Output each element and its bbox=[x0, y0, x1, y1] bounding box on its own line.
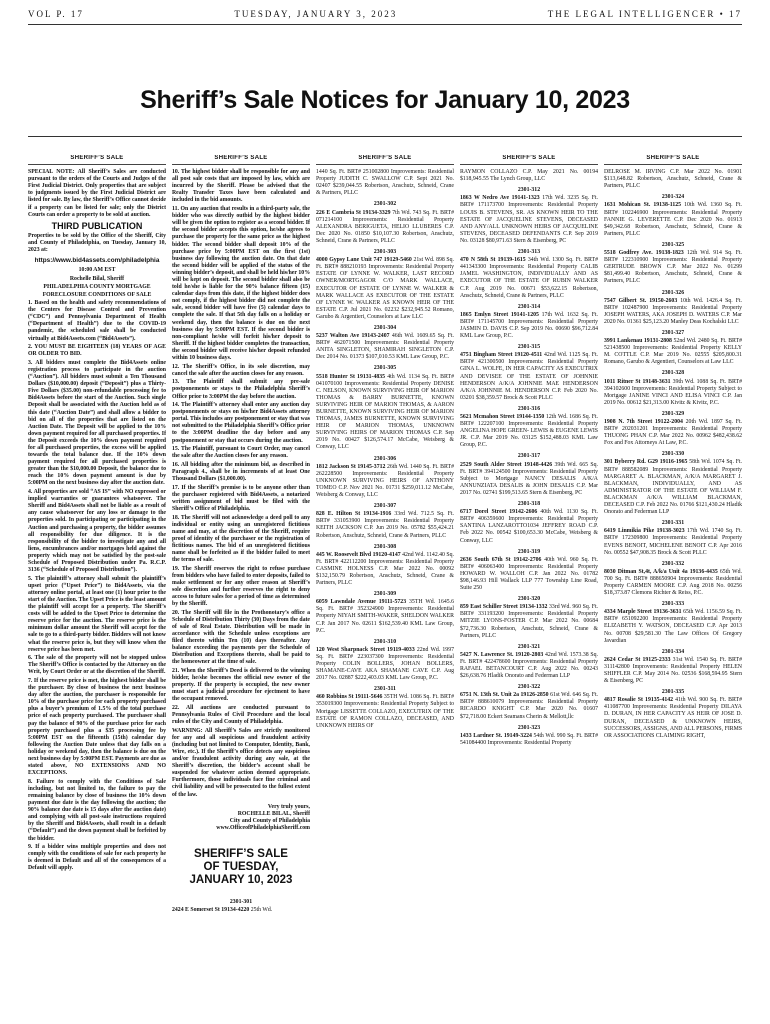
listing-body bbox=[460, 692, 598, 720]
auction-url[interactable]: https://www.bid4assets.com/philadelphia bbox=[34, 257, 160, 265]
listing-entries bbox=[460, 169, 598, 747]
listing-entry bbox=[460, 249, 598, 300]
signature-site[interactable]: www.OfficeofPhiladelphiaSheriff.com bbox=[216, 824, 310, 831]
listing-body bbox=[604, 338, 742, 366]
listing-entry bbox=[460, 501, 598, 545]
listing-address: 859 East Schiller Street 19134-1332 bbox=[460, 604, 548, 611]
listing-number: 2301-306 bbox=[373, 455, 397, 462]
listing-address: 6751 N. 13th St. Unit 2a 19126-2850 bbox=[460, 692, 549, 699]
listing-details: 12th Wd. 1686 Sq. Ft. BRT# 122207100 Improvements: Residential Property ANGELINA HOPE GREEN- LEWIS & EUGENE LEWIS JR. C.P. Mar 2019 No. 03125 $152,488.03 KML Law Group, P.C. bbox=[460, 414, 598, 449]
listing-entry bbox=[460, 169, 598, 183]
listing-number: 2301-331 bbox=[661, 520, 685, 527]
listing-details: 42nd Wd. 1142.40 Sq. Ft. BRT# 422112200 Improvements: Residential Property CASMINE HOLNESS C.P. Mar 2022 No. 00092 $132,150.79 Robertson, Anschutz, Schneid, Crane & Partners, PLLC bbox=[316, 551, 454, 587]
listing-details: 25th Wd. bbox=[250, 907, 273, 914]
listing-body bbox=[460, 604, 598, 639]
listing-address: 1812 Jackson St 19145-3712 bbox=[316, 463, 386, 470]
listing-address: 5237 Walton Ave 19143-2407 bbox=[316, 333, 390, 340]
condition-paragraph: 16. All bidding after the minimum bid, as described in Paragraph 4., shall be in increments of at least One Thousand Dollars ($1,000.00). bbox=[172, 461, 310, 483]
listing-body bbox=[604, 528, 742, 556]
publication-name: THE LEGAL INTELLIGENCER • 17 bbox=[547, 9, 742, 19]
listing-entry bbox=[316, 249, 454, 321]
listing-entry bbox=[604, 194, 742, 238]
listing-address: 5518 Godfrey Ave. 19138-1823 bbox=[604, 250, 684, 257]
listing-number: 2301-328 bbox=[661, 370, 685, 377]
special-note: SPECIAL NOTE: All Sheriff’s Sales are conducted pursuant to the orders of the Courts and Judges of the First Judicial District. Only properties that are subject to judgments issued by the First Judicial District are listed for sale. By law, the Sheriff’s Office cannot decide if a property can be listed for sale; only the District Courts can order a property to be sold at auction. bbox=[28, 169, 166, 218]
condition-paragraph: 18. The Sheriff will not acknowledge a deed poll to any individual or entity using an unregistered fictitious name and may, at the discretion of the Sheriff, require proof of identity of the purchaser or the registration of fictitious names. The bid of an unregistered fictitious name shall be forfeited as if the bidder failed to meet the terms of sale. bbox=[172, 514, 310, 564]
signature-office: City and County of Philadelphia bbox=[229, 817, 310, 824]
column-heading: SHERIFF’S SALE bbox=[316, 155, 454, 165]
condition-paragraph: 12. The Sheriff’s Office, in its sole discretion, may cancel the sale after the auction closes for any reason. bbox=[172, 363, 310, 377]
listing-address: 5518 Hunter St 19131-4835 bbox=[316, 373, 386, 380]
listing-address: 445 W. Roosevelt Blvd 19120-4147 bbox=[316, 551, 401, 558]
listing-number: 2301-324 bbox=[661, 194, 685, 201]
listing-number: 2301-311 bbox=[374, 686, 396, 693]
listing-address: 1908 N. 7th Street 19122-2004 bbox=[604, 419, 683, 425]
listing-number: 2301-304 bbox=[373, 324, 397, 331]
listing-body bbox=[460, 733, 598, 747]
listing-entry bbox=[604, 451, 742, 516]
condition-paragraph: 11. On any auction that results in a third-party sale, the bidder who was directly outbid by the highest bidder will be given the option to register as a second bidder. If the second bidder accepts this option, he/she agrees to purchase the property for the same price as the highest bidder. The second bidder shall deposit 10% of the purchase price by 5:00PM EST on the first (1st) business day following the auction date. On that date the second bidder will be applied of the status of the winning bidder’s deposit, and shall be held his/her 10% will be kept on deposit. The second bidder shall also be told he/she is liable for the 90% balance fifteen (15) calendar days from this date, if the highest bidder does not comply, if the highest bidder did not complete the sale, second bidder will have five (5) calendar days to complete the sale. If that 5th day falls on a holiday or weekend day, then the balance is due on the next business day by 5:00PM EST. If the second bidder is non-compliant he/she will forfeit his/her deposit to Sheriff. If the highest bidder completes the transaction, the second bidder will receive his/her deposit refunded within 10 business days. bbox=[172, 206, 310, 362]
listing-body bbox=[604, 459, 742, 516]
listing-details: 22nd Wd. 1997 Sq. Ft. BRT# 223037300 Improvements: Residential Property COLIN BOLLERS, JOHAN BOLLERS, SHAMANE-CAVE AKA SHAMANE CAVE C.P. Aug 2017 No. 02887 $222,403.03 KML Law Group, P.C. bbox=[316, 646, 454, 682]
listing-entry bbox=[460, 453, 598, 497]
listing-details: 10th Wd. 1426.4 Sq. Ft. BRT# 102487900 Improvements: Residential Property JOSEPH WATERS, AKA JOSEPH D. WATERS C.P. Mar 2020 No. 01361 $25,123.20 Manley Deas Kochalski LLC bbox=[604, 297, 742, 325]
column-3 bbox=[316, 155, 454, 1021]
column-1 bbox=[28, 155, 166, 1021]
listing-body bbox=[604, 419, 742, 447]
listing-details: 35TH Wd. 1645.6 Sq. Ft. BRT# 352324900 Improvements: Residential Property NIYAH SMITH-WAKER, SHELDON WALKER C.P. Jan 2017 No. 02611 $162,539.40 KML Law Group, P.C. bbox=[316, 599, 454, 634]
listing-address: 2636 South 67th St 19142-2706 bbox=[460, 556, 542, 563]
listing-address: 2424 E Somerset St 19134-4220 bbox=[172, 907, 250, 914]
listing-number: 2301-316 bbox=[517, 405, 541, 412]
page-header bbox=[28, 6, 742, 22]
listing-address: 1865 Emlyn Street 19141-1205 bbox=[460, 311, 539, 318]
title-rule bbox=[28, 136, 742, 137]
listing-details: 17th Wd. 1740 Sq. Ft. BRT# 172309800 Improvements: Residential Property EVENS BENOIT, MICHELENE BENOIT C.P. Apr 2016 No. 00552 $47,908.35 Brock & Scott PLLC bbox=[604, 528, 742, 556]
listing-entry bbox=[316, 456, 454, 500]
listing-number: 2301-333 bbox=[661, 601, 685, 608]
listing-address: 4751 Bingham Street 19120-4511 bbox=[460, 352, 543, 359]
volume-page: VOL P. 17 bbox=[28, 9, 84, 19]
listing-details: 58th Wd. 1074 Sq. Ft. BRT# 888582089 Improvements: Residential Property MARGARET A. BLACKMAN, A/K/A MARGARET J. BLACKMAN, INDIVIDUALLY, AND AS ADMINISTRATOR OF THE ESTATE OF WILLIAM F. BLACKMAN A/K/A WILLIAM BLACKMAN, DECEASED C.P. Feb 2022 No. 01766 $121,430.24 Hladik Onorato and Federman LLP bbox=[604, 459, 742, 516]
page-title: Sheriff’s Sale Notices for January 10, 2023 bbox=[140, 86, 630, 114]
condition-paragraph: 20. The Sheriff will file in the Prothonotary’s office a Schedule of Distribution Thirty (30) Days from the date of sale of Real Estate. Distribution will be made in accordance with the Schedule unless exceptions are filed thereto within Ten (10) days thereafter. Any balance exceeding the payments per the Schedule of Distribution and Exceptions thereto, shall be paid to the homeowner at the time of sale. bbox=[172, 609, 310, 666]
listing-address: 4817 Rosalie St 19135-4142 bbox=[604, 697, 674, 704]
listing-details: 33rd Wd. 712.5 Sq. Ft. BRT# 331053900 Improvements: Residential Property KEITH JACKSON C.P. Jun 2019 No. 05782 $55,424.21 Robertson, Anschutz, Schneid, Crane & Partners, PLLC bbox=[316, 511, 454, 539]
listing-address: 2624 Cedar St 19125-2333 bbox=[604, 656, 671, 663]
listing-entry bbox=[460, 304, 598, 340]
listing-entry bbox=[604, 330, 742, 366]
listing-details: 35TH Wd. 1086 Sq. Ft. BRT# 353019300 Improvements: Residential Property Subject to Mortgage LISSETTE COLLAZO, EXECUTRIX OF THE ESTATE OF RAMON COLLAZO, DECEASED, AND UNKNOWN HEIRS OF bbox=[316, 694, 454, 729]
listing-entry bbox=[460, 344, 598, 402]
listing-address: 8030 Ditman St,4t, A/k/a Unit 4a 19136-4435 bbox=[604, 568, 718, 575]
listing-entry bbox=[604, 601, 742, 645]
listing-details: 33rd Wd. 960 Sq. Ft. BRT# 331193200 Improvements: Residential Property MITZIE LYONS-FOSTER C.P. Mar 2022 No. 00684 $72,736.30 Robertson, Anschutz, Schneid, Crane & Partners, PLLC bbox=[460, 604, 598, 639]
listing-entry bbox=[460, 406, 598, 450]
listing-details: 17th Wd. 3235 Sq. Ft. BRT# 171173700 Improvements: Residential Property LOUIS B. STEVENS, SR. AS KNOWN HEIR TO THE ESTATE OF JACQUELINE STEVENS, DECEASED AND ANY/ALL UNKNOWN HEIRS OF JACQUELINE STEVENS, DECEASED DEFENDANTS C.P. Sep 2019 No. 03128 $80,971.63 Stern & Eisenberg, PC bbox=[460, 195, 598, 244]
listing-details: 61st Wd. 646 Sq. Ft. BRT# 888610079 Improvements: Residential Property RICARDO KNIGHT C.P. Mar 2020 No. 01607 $72,718.00 Eckert Seamans Cherin & Mellott,llc bbox=[460, 692, 598, 720]
listing-number: 2301-330 bbox=[661, 451, 685, 458]
listing-number: 2301-320 bbox=[517, 596, 541, 603]
listing-address: 828 E. Hilton St 19134-1916 bbox=[316, 511, 392, 518]
condition-paragraph: 1. Based on the health and safety recommendations of the Centers for Disease Control and Prevention (“CDC”) and Pennsylvania Department of Health (“Department of Health”) due to the COVID-19 pandemic, the scheduled sale shall be conducted virtually at Bid4Assets.com (“Bid4Assets”). bbox=[28, 300, 166, 342]
listing-details: 20th Wd. 1897 Sq. Ft. BRT# 202031201 Improvements: Residential Property THUONG PHAN C.P. Mar 2022 No. 00962 $482,438.62 Fox and Fox Attorneys At Law, P.C. bbox=[604, 419, 742, 447]
listing-address: 5427 N. Lawrence St. 19120-2803 bbox=[460, 651, 544, 658]
listing-address: 301 Byberry Rd. G29 19116-1965 bbox=[604, 459, 688, 466]
listing-entry bbox=[604, 290, 742, 326]
listing-body bbox=[316, 511, 454, 539]
listing-number: 2301-318 bbox=[517, 501, 541, 508]
signature-closing: Very truly yours, bbox=[267, 803, 310, 810]
listing-entry bbox=[316, 325, 454, 361]
listing-body bbox=[604, 657, 742, 685]
listing-entry bbox=[604, 689, 742, 740]
listing-number: 2301-332 bbox=[661, 560, 685, 567]
listing-address: 3991 Lankenau 19131-2808 bbox=[604, 338, 672, 345]
listing-entry bbox=[316, 503, 454, 539]
listing-entry bbox=[460, 644, 598, 680]
conditions-heading: PHILADELPHIA COUNTY MORTGAGE FORECLOSURE CONDITIONS OF SALE bbox=[42, 284, 152, 298]
listing-body bbox=[316, 374, 454, 452]
listing-details: 26th Wd. 1440 Sq. Ft. BRT# 262228500 Improvements: Residential Property UNKNOWN SURVIVING HEIRS OF ANTHONY TOMEO C.P. Nov 2021 No. 01731 $259,011.12 McCabe, Weisberg & Conway, LLC bbox=[316, 463, 454, 499]
listing-body bbox=[604, 609, 742, 644]
condition-paragraph: 15. The Plaintiff, pursuant to Court Order, may cancel the sale after the Auction closes for any reason. bbox=[172, 446, 310, 460]
listing-entry bbox=[316, 591, 454, 635]
listing-body bbox=[316, 210, 454, 245]
listing-number: 2301-327 bbox=[661, 329, 685, 336]
condition-paragraph: 4. All properties are sold “AS IS” with NO expressed or implied warranties or guarantees whatsoever. The Sheriff and Bid4Assets shall not be liable as a result of any cause whatsoever for any loss or damage to the properties sold. In participating or participating in the Auction and purchasing a property, the bidder assumes all responsibility for due diligence. It is the responsibility of the bidder to investigate any and all liens, encumbrances and/or mortgages held against the property which may not be satisfied by the post-sale Schedule of Proposed Distribution under Pa. R.C.P. 3136 (“Schedule of Proposed Distribution”). bbox=[28, 489, 166, 574]
listing-address: 120 West Sharpnack Street 19119-4033 bbox=[316, 646, 415, 653]
condition-paragraph: 9. If a bidder wins multiple properties and does not comply with the conditions of sale for each property he is deemed in Default and all of the consequences of a Default will apply. bbox=[28, 844, 166, 872]
listing-entry bbox=[460, 187, 598, 245]
listing-body bbox=[460, 652, 598, 680]
listing-entry bbox=[316, 544, 454, 588]
listing-entries bbox=[172, 899, 310, 914]
listing-entry bbox=[316, 686, 454, 730]
listing-number: 2301-309 bbox=[373, 591, 397, 598]
listing-number: 2301-305 bbox=[373, 365, 397, 372]
column-heading: SHERIFF’S SALE bbox=[28, 155, 166, 165]
listing-address: 6717 Dorel Street 19142-2606 bbox=[460, 509, 538, 516]
listing-number: 2301-307 bbox=[373, 503, 397, 510]
listing-body bbox=[604, 298, 742, 326]
condition-paragraph: 6. The sale of the property will not be stopped unless The Sheriff’s Office is contacted by the Attorney on the Writ, by Court Order or at the discretion of the Sheriff. bbox=[28, 655, 166, 676]
listing-number: 2301-325 bbox=[661, 241, 685, 248]
sale-date-banner bbox=[172, 848, 310, 887]
listing-details: 65th Wd. 1156.59 Sq. Ft. BRT# 651092200 Improvements: Residential Property ELIZABETH Y. WATSON, DECEASED C.P. Apr 2013 No. 00708 $29,581.30 The Law Offices Of Gregory Javardian bbox=[604, 609, 742, 644]
listing-details: 39th Wd. 665 Sq. Ft. BRT# 394124500 Improvements: Residential Property Subject to Mortgage NANCY DESALIS A/K/A ANNUNZIATA DESALIS & JOHN DESALIS C.P. Mar 2017 No. 02741 $199,513.65 Stern & Eisenberg, PC bbox=[460, 461, 598, 496]
listing-body bbox=[460, 195, 598, 245]
listing-number: 2301-301 bbox=[229, 899, 253, 906]
condition-paragraph: 22. All auctions are conducted pursuant to Pennsylvania Rules of Civil Procedure and the local rules of the City and County of Philadelphia. bbox=[172, 704, 310, 726]
listing-details: 46th Wd. 1609.65 Sq. Ft. BRT# 462071500 Improvements: Residential Property ANITA SINGLETON, SHAMIRAH SINGLETON C.P. Dec 2014 No. 01373 $107,010.53 KML Law Group, P.C. bbox=[316, 333, 454, 361]
listing-body bbox=[604, 697, 742, 740]
listing-entry bbox=[460, 725, 598, 747]
listing-body bbox=[316, 169, 454, 197]
listing-entry bbox=[604, 370, 742, 406]
listing-body bbox=[172, 907, 310, 914]
column-2 bbox=[172, 155, 310, 1021]
banner-line: OF TUESDAY, bbox=[203, 861, 279, 874]
listing-details: 39th Wd. 1088 Sq. Ft. BRT# 394102600 Improvements: Residential Property Subject to Mortgage JANINE VINCI AND ELISA VINCI C.P. Jan 2019 No. 00612 $21,313.00 Kivitz & Kivitz, P.C. bbox=[604, 378, 742, 406]
listing-address: 1631 Mohican St. 19138-1125 bbox=[604, 202, 682, 209]
listing-details: 54th Wd. 990 Sq. Ft. BRT# 541084400 Improvements: Residential Property bbox=[460, 732, 598, 746]
listing-details: 4th Wd. 1134 Sq. Ft. BRT# 041070100 Improvements: Residential Property DENISE C. NELSON, KNOWN SURVIVING HEIR OF MARION THOMAS & BARRY BURNETTE, KNOWN SURVIVING HEIR OF MARION THOMAS, & AARON BURNETTE, KNOWN SURVIVING HEIR OF MARION THOMAS, JAMES BURNETTE, KNOWN SURVIVING HEIR OF MARION THOMAS, UNKNOWN SURVIVING HEIRS OF MARION THOMAS C.P. Sep 2019 No. 00427 $126,574.17 McCabe, Weisberg & Conway, LLC bbox=[316, 373, 454, 451]
column-heading: SHERIFF’S SALE bbox=[172, 155, 310, 165]
listing-body bbox=[604, 379, 742, 407]
listing-body bbox=[316, 694, 454, 729]
listing-number: 2301-314 bbox=[517, 303, 541, 310]
condition-paragraph: 10. The highest bidder shall be responsible for any and all post sale costs that are imposed by law, which are incurred by the Sheriff. Please be advised that the Realty Transfer Taxes have been calculated and included in the bid amounts. bbox=[172, 169, 310, 204]
listing-details: 34th Wd. 1300 Sq. Ft. BRT# 441343300 Improvements: Residential Property CALIB JAMEL WASHINGTON, INDIVIDUALLY AND AS EXECUTOR OF THE ESTATE OF RUBIN WALKER C.P. Aug 2019 No. 00671 $53,622.15 Robertson, Anschutz, Schneid, Crane & Partners, PLLC bbox=[460, 257, 598, 299]
listing-body bbox=[460, 257, 598, 300]
listing-entry bbox=[316, 365, 454, 451]
listing-address: 7547 Gilbert St. 19150-2603 bbox=[604, 297, 678, 304]
listing-number: 2301-326 bbox=[661, 289, 685, 296]
listing-address: 1011 Ritner St 19148-3631 bbox=[604, 378, 671, 385]
listing-body bbox=[460, 509, 598, 544]
conditions-list bbox=[28, 300, 166, 872]
listing-address: 1433 Lardner St. 19149-3224 bbox=[460, 732, 532, 739]
listing-entry bbox=[604, 561, 742, 597]
listing-details: 41th Wd. 900 Sq. Ft. BRT# 411087700 Improvements: Residential Property DILAYA D. DURAN, IN HER CAPACITY AS HEIR OF JOSE D. DURAN, DECEASED & UNKNOWN HEIRS, SUCCESSORS, ASSIGNS, AND ALL PERSONS, FIRMS OR ASSOCIATIONS CLAIMING RIGHT, bbox=[604, 697, 742, 739]
listing-entry bbox=[460, 549, 598, 593]
condition-paragraph: 17. If the Sheriff’s premise is to be anyone other than the purchaser registered with Bid4Assets, a notarized written assignment of bid must be filed with the Sheriff’s Office of Philadelphia. bbox=[172, 484, 310, 512]
banner-line: JANUARY 10, 2023 bbox=[189, 874, 293, 887]
listing-body bbox=[316, 333, 454, 361]
listing-number: 2301-335 bbox=[661, 689, 685, 696]
listing-body bbox=[316, 647, 454, 682]
listing-details: 17th Wd. 1632 Sq. Ft. BRT# 171145700 Improvements: Residential Property JASMIN D. DAVIS C.P. Sep 2019 No. 00690 $96,712.84 KML Law Group, P.C. bbox=[460, 311, 598, 340]
listing-entries bbox=[604, 169, 742, 740]
listing-entry bbox=[316, 169, 454, 197]
column-heading: SHERIFF’S SALE bbox=[460, 155, 598, 165]
condition-paragraph: 13. The Plaintiff shall submit any pre-sale postponements or stays to the Philadelphia Sheriff’s Office prior to 3:00PM the day before the auction. bbox=[172, 379, 310, 400]
signature-name: ROCHELLE BILAL, Sheriff bbox=[237, 810, 310, 817]
listing-details: RAYMON COLLAZO C.P. May 2021 No. 00194 $118,945.55 The Lynch Group, LLC bbox=[460, 169, 598, 183]
listing-entry bbox=[604, 649, 742, 685]
condition-paragraph: 7. If the reserve price is met, the highest bidder shall be the purchaser. By close of business the next business day after the auction, the purchaser is responsible for 10% of the purchase price for each property purchased plus a buyer’s premium of 1.5% of the total purchase price of each property purchased. The purchaser shall pay the balance of 90% of the purchase price for each property purchased plus a $35 processing fee by 5:00PM EST on the fifteenth (15th) calendar day following the Auction Date unless that day falls on a holiday or weekend day, then the balance is due on the next business day by 5:00PM EST. Payments are due as stated above, NO EXTENSIONS AND NO EXCEPTIONS. bbox=[28, 677, 166, 777]
listing-details: DELROSE M. IRVING C.P. Mar 2022 No. 01901 $113,648.82 Robertson, Anschutz, Schneid, Crane & Partners, PLLC bbox=[604, 169, 742, 190]
listing-details: 42nd Wd. 1573.38 Sq. Ft. BRT# 422478600 Improvements: Residential Property RAFAEL BETANCOURT C.P. Aug 2022 No. 00243 $26,638.76 Hladik Onorato and Federman LLP bbox=[460, 651, 598, 680]
listing-details: 1440 Sq. Ft. BRT# 251002800 Improvements: Residential Property JUDITH C. SWALLOW C.P. Sept 2021 No. 02407 $239,044.55 Robertson, Anschutz, Schneid, Crane & Partners, PLLC bbox=[316, 169, 454, 197]
listing-body bbox=[316, 464, 454, 499]
listing-details: 42nd Wd. 1125 Sq. Ft. BRT# 421300500 Improvements: Residential Property GINA L. WOLFE, IN HER CAPACITY AS EXECUTRIX AND DEVISEE OF THE ESTATE OF JOHNNIE HENDERSON A/K/A JOHNNIE MAE HENDERSON A/K/A JOHNNIE M. HENDERSON C.P. Feb 2020 No. 03201 $38,359.57 Brock & Scott PLLC bbox=[460, 352, 598, 401]
listing-body bbox=[460, 462, 598, 497]
listing-body bbox=[604, 169, 742, 190]
listing-number: 2301-322 bbox=[517, 684, 541, 691]
listing-number: 2301-303 bbox=[373, 249, 397, 256]
listing-entry bbox=[604, 411, 742, 447]
listing-details: 7th Wd. 743 Sq. Ft. BRT# 071214100 Improvements: Residential Property ALEXANDRA BERIGUETA, HELIO LLUBERES C.P. Dec 2020 No. 01850 $10,107.30 Robertson, Anschutz, Schneid, Crane & Partners, PLLC bbox=[316, 209, 454, 244]
listing-details: 40th Wd. 960 Sq. Ft. BRT# 406063400 Improvements: Residential Property HOWARD W. WALLOH C.P. Jan 2022 No. 01782 $98,146.93 Hill Wallack LLP 777 Township Line Road, Suite 250 bbox=[460, 556, 598, 592]
listing-body bbox=[604, 569, 742, 597]
listing-number: 2301-317 bbox=[517, 453, 541, 460]
auction-time: 10:00 AM EST bbox=[78, 267, 116, 274]
listing-number: 2301-334 bbox=[661, 648, 685, 655]
header-rule bbox=[28, 24, 742, 25]
listing-number: 2301-308 bbox=[373, 543, 397, 550]
listing-body bbox=[604, 202, 742, 237]
listing-details: 21st Wd. 898 Sq. Ft. BRT# 888210193 Improvements: Residential Property ESTATE OF LYNNE W. WALKER, LAST RECORD OWNER/MORTGAGOR C/O MARK WALLACE, EXECUTOR OF ESTATE OF LYNNE W. WALKER & MARK WALLACE AS EXECUTOR OF THE ESTATE OF LYNNE W. WALKER AS KNOWN HEIR OF THE ESTATE C.P. Jul 2021 No. 02232 $232,945.52 Romano, Garubo & Argentieri, Counselors at Law LLC bbox=[316, 257, 454, 320]
condition-paragraph: 21. When the Sheriff’s Deed is delivered to the winning bidder, he/she becomes the official new owner of the property. If the property is occupied, the new owner must start a judicial procedure for ejectment to have the occupant removed. bbox=[172, 667, 310, 703]
listing-entry bbox=[316, 201, 454, 245]
listing-body bbox=[316, 257, 454, 321]
listing-entry bbox=[172, 899, 310, 914]
publication-text: Properties to be sold by the Office of the Sheriff, City and County of Philadelphia, on Tuesday, January 10, 2023 at: bbox=[28, 232, 166, 254]
condition-paragraph: WARNING: All Sheriff’s Sales are strictly monitored for any and all suspicious and fraudulent activity (including but not limited to Computer, Identity, Bank, Wire, etc.). If the Sheriff’s office detects any suspicious and/or fraudulent activity during any sale, at the Sheriff’s discretion, the bidder’s account shall be suspended for whatever action deemed appropriate. Furthermore, those individuals face fine criminal and civil liability and will be prosecuted to the fullest extent of the law. bbox=[172, 727, 310, 798]
listing-body bbox=[316, 599, 454, 634]
listing-entry bbox=[604, 520, 742, 556]
listing-body bbox=[460, 169, 598, 183]
listing-details: 31st Wd. 1540 Sq. Ft. BRT# 311142800 Improvements: Residential Property HELEN SHIFFLER C.P. May 2014 No. 02536 $168,594.95 Stern & Eisenberg, PC bbox=[604, 656, 742, 685]
listing-number: 2301-313 bbox=[517, 249, 541, 256]
listing-body bbox=[460, 312, 598, 340]
listing-address: 1863 W Nedro Ave 19141-1323 bbox=[460, 195, 540, 202]
listing-body bbox=[604, 250, 742, 285]
listing-body bbox=[460, 414, 598, 449]
listing-address: 470 N 58th St 19139-1615 bbox=[460, 257, 526, 264]
column-5 bbox=[604, 155, 742, 1021]
listing-address: 226 E Cambria St 19134-3329 bbox=[316, 209, 391, 216]
listing-address: 4334 Marple Street 19136-3631 bbox=[604, 609, 682, 616]
listing-entries bbox=[316, 169, 454, 730]
listing-address: 4000 Gypsy Lane Unit 747 19129-5460 bbox=[316, 257, 412, 264]
listing-address: 6059 Lawndale Avenue 19111-5723 bbox=[316, 599, 407, 606]
signature-block bbox=[172, 804, 310, 832]
sheriff-name: Rochelle Bilal, Sheriff bbox=[69, 275, 125, 282]
listing-body bbox=[460, 352, 598, 402]
condition-paragraph: 3. All bidders must complete the Bid4Assets online registration process to participate in the auction (“Auction”). All bidders must submit a Ten Thousand Dollars ($10,000.00) deposit (“Deposit”) plus a Thirty-Five Dollars ($35.00) non-refundable processing fee to Bid4Assets before the start of the Auction. Such single Deposit shall be associated with the Auction held as of this date (“Auction Date”) and shall allow a bidder to bid on all of the properties that are listed on the Auction Date. The Deposit will be applied to the 10% down payment required for all purchased properties. If the Deposit exceeds the 10% down payment required for all purchased properties, the excess will be applied towards the total balance due. If the 10% down payment required for all purchased properties is greater than the $10,000.00 Deposit, the balance due to reach the 10% down payment amount is due by 5:00PM on the next business day after the auction date. bbox=[28, 359, 166, 487]
listing-number: 2301-321 bbox=[517, 643, 541, 650]
listing-address: 6419 Linmikia Pike 19138-3023 bbox=[604, 528, 685, 535]
condition-paragraph: 2. YOU MUST BE EIGHTEEN (18) YEARS OF AGE OR OLDER TO BID. bbox=[28, 344, 166, 358]
condition-paragraph: 8. Failure to comply with the Conditions of Sale including, but not limited to, the failure to pay the remaining balance by close of business the 10% down payment due date is the day following the auction; the 90% balance due date is 15 days after the auction date) and complying with all post-sale instructions required by the Sheriff and Bid4Assets, shall result in a default (“Default”) and the down payment shall be forfeited by the bidder. bbox=[28, 778, 166, 842]
listing-entry bbox=[316, 639, 454, 683]
listing-details: 10th Wd. 1360 Sq. Ft. BRT# 102246900 Improvements: Residential Property FANNIE G. LEVERETTE C.P. Dec 2020 No. 01913 $49,342.68 Robertson, Anschutz, Schneid, Crane & Partners, PLLC bbox=[604, 202, 742, 237]
third-publication-heading: THIRD PUBLICATION bbox=[51, 220, 143, 231]
listing-number: 2301-315 bbox=[517, 344, 541, 351]
condition-paragraph: 5. The plaintiff’s attorney shall submit the plaintiff’s upset price (“Upset Price”) to Bid4Assets, via the attorney online portal, at least one (1) hour prior to the start of the Auction. The Upset Price is the least amount the plaintiff will accept for a property. The Sheriff’s costs will be added to the Upset Price to determine the reserve price for the auction. The reserve price is the minimum dollar amount the Sheriff will accept for the sale to go to a third-party bidder. Bidders will not know what the reserve price is, but they will know when the reserve price has been met. bbox=[28, 575, 166, 653]
banner-line: SHERIFF’S SALE bbox=[194, 848, 288, 861]
listing-body bbox=[460, 557, 598, 592]
listing-address: 5621 Mcmahon Street 19144-1350 bbox=[460, 414, 545, 420]
listing-number: 2301-302 bbox=[373, 201, 397, 208]
listing-details: 40th Wd. 1130 Sq. Ft. BRT# 406359600 Improvements: Residential Property SANTINA LANZAROTTO1034 JEFFREY ROAD C.P. Feb 2022 No. 00542 $100,653.30 McCabe, Weisberg & Conway, LLC bbox=[460, 509, 598, 544]
condition-paragraph: 19. The Sheriff reserves the right to refuse purchase from bidders who have failed to enter deposits, failed to make settlement or for any other reason at Sheriff’s sole discretion and further reserves the right to deny access to future sales for a period of time as determined by the Sheriff. bbox=[172, 565, 310, 608]
listing-address: 460 Robbins St 19111-5646 bbox=[316, 694, 383, 701]
conditions-list-continued bbox=[172, 169, 310, 799]
notice-columns bbox=[28, 155, 742, 1021]
listing-address: 2529 South Alder Street 19148-4426 bbox=[460, 461, 553, 468]
listing-number: 2301-319 bbox=[517, 548, 541, 555]
column-4 bbox=[460, 155, 598, 1021]
listing-number: 2301-312 bbox=[517, 187, 541, 194]
listing-details: 12th Wd. 914 Sq. Ft. BRT# 122310900 Improvements: Residential Property GERTRUDE BROWN C.P. Mar 2022 No. 01299 $81,499.40 Robertson, Anschutz, Schneid, Crane & Partners, PLLC bbox=[604, 250, 742, 285]
column-heading: SHERIFF’S SALE bbox=[604, 155, 742, 165]
listing-details: 52nd Wd. 2480 Sq. Ft. BRT# 521438500 Improvements: Residential Property KELLY M. COTTLE C.P. Mar 2019 No. 02555 $205,800.31 Romano, Garubo & Argentieri, Counselors at Law LLC bbox=[604, 338, 742, 366]
listing-entry bbox=[604, 169, 742, 190]
listing-entry bbox=[460, 684, 598, 720]
listing-body bbox=[316, 552, 454, 587]
listing-number: 2301-329 bbox=[661, 410, 685, 417]
listing-number: 2301-310 bbox=[373, 638, 397, 645]
listing-details: 65th Wd. 700 Sq. Ft. BRT# 888650904 Improvements: Residential Property CARMEN MOORE C.P. Aug 2018 No. 00256 $18,373.87 Clemons Richter & Reiss, P.C. bbox=[604, 568, 742, 597]
condition-paragraph: 14. The Plaintiff’s attorney shall enter any auction day postponements or stays on his/her Bid4Assets attorney portal. This includes any postponement or stay that was not submitted to the Philadelphia Sheriff’s Office prior to the 3:00PM deadline the day before and any postponement or stay that occurs during the auction. bbox=[172, 402, 310, 444]
issue-date: TUESDAY, JANUARY 3, 2023 bbox=[234, 9, 398, 19]
listing-entry bbox=[460, 596, 598, 640]
listing-entry bbox=[604, 242, 742, 286]
listing-number: 2301-323 bbox=[517, 724, 541, 731]
